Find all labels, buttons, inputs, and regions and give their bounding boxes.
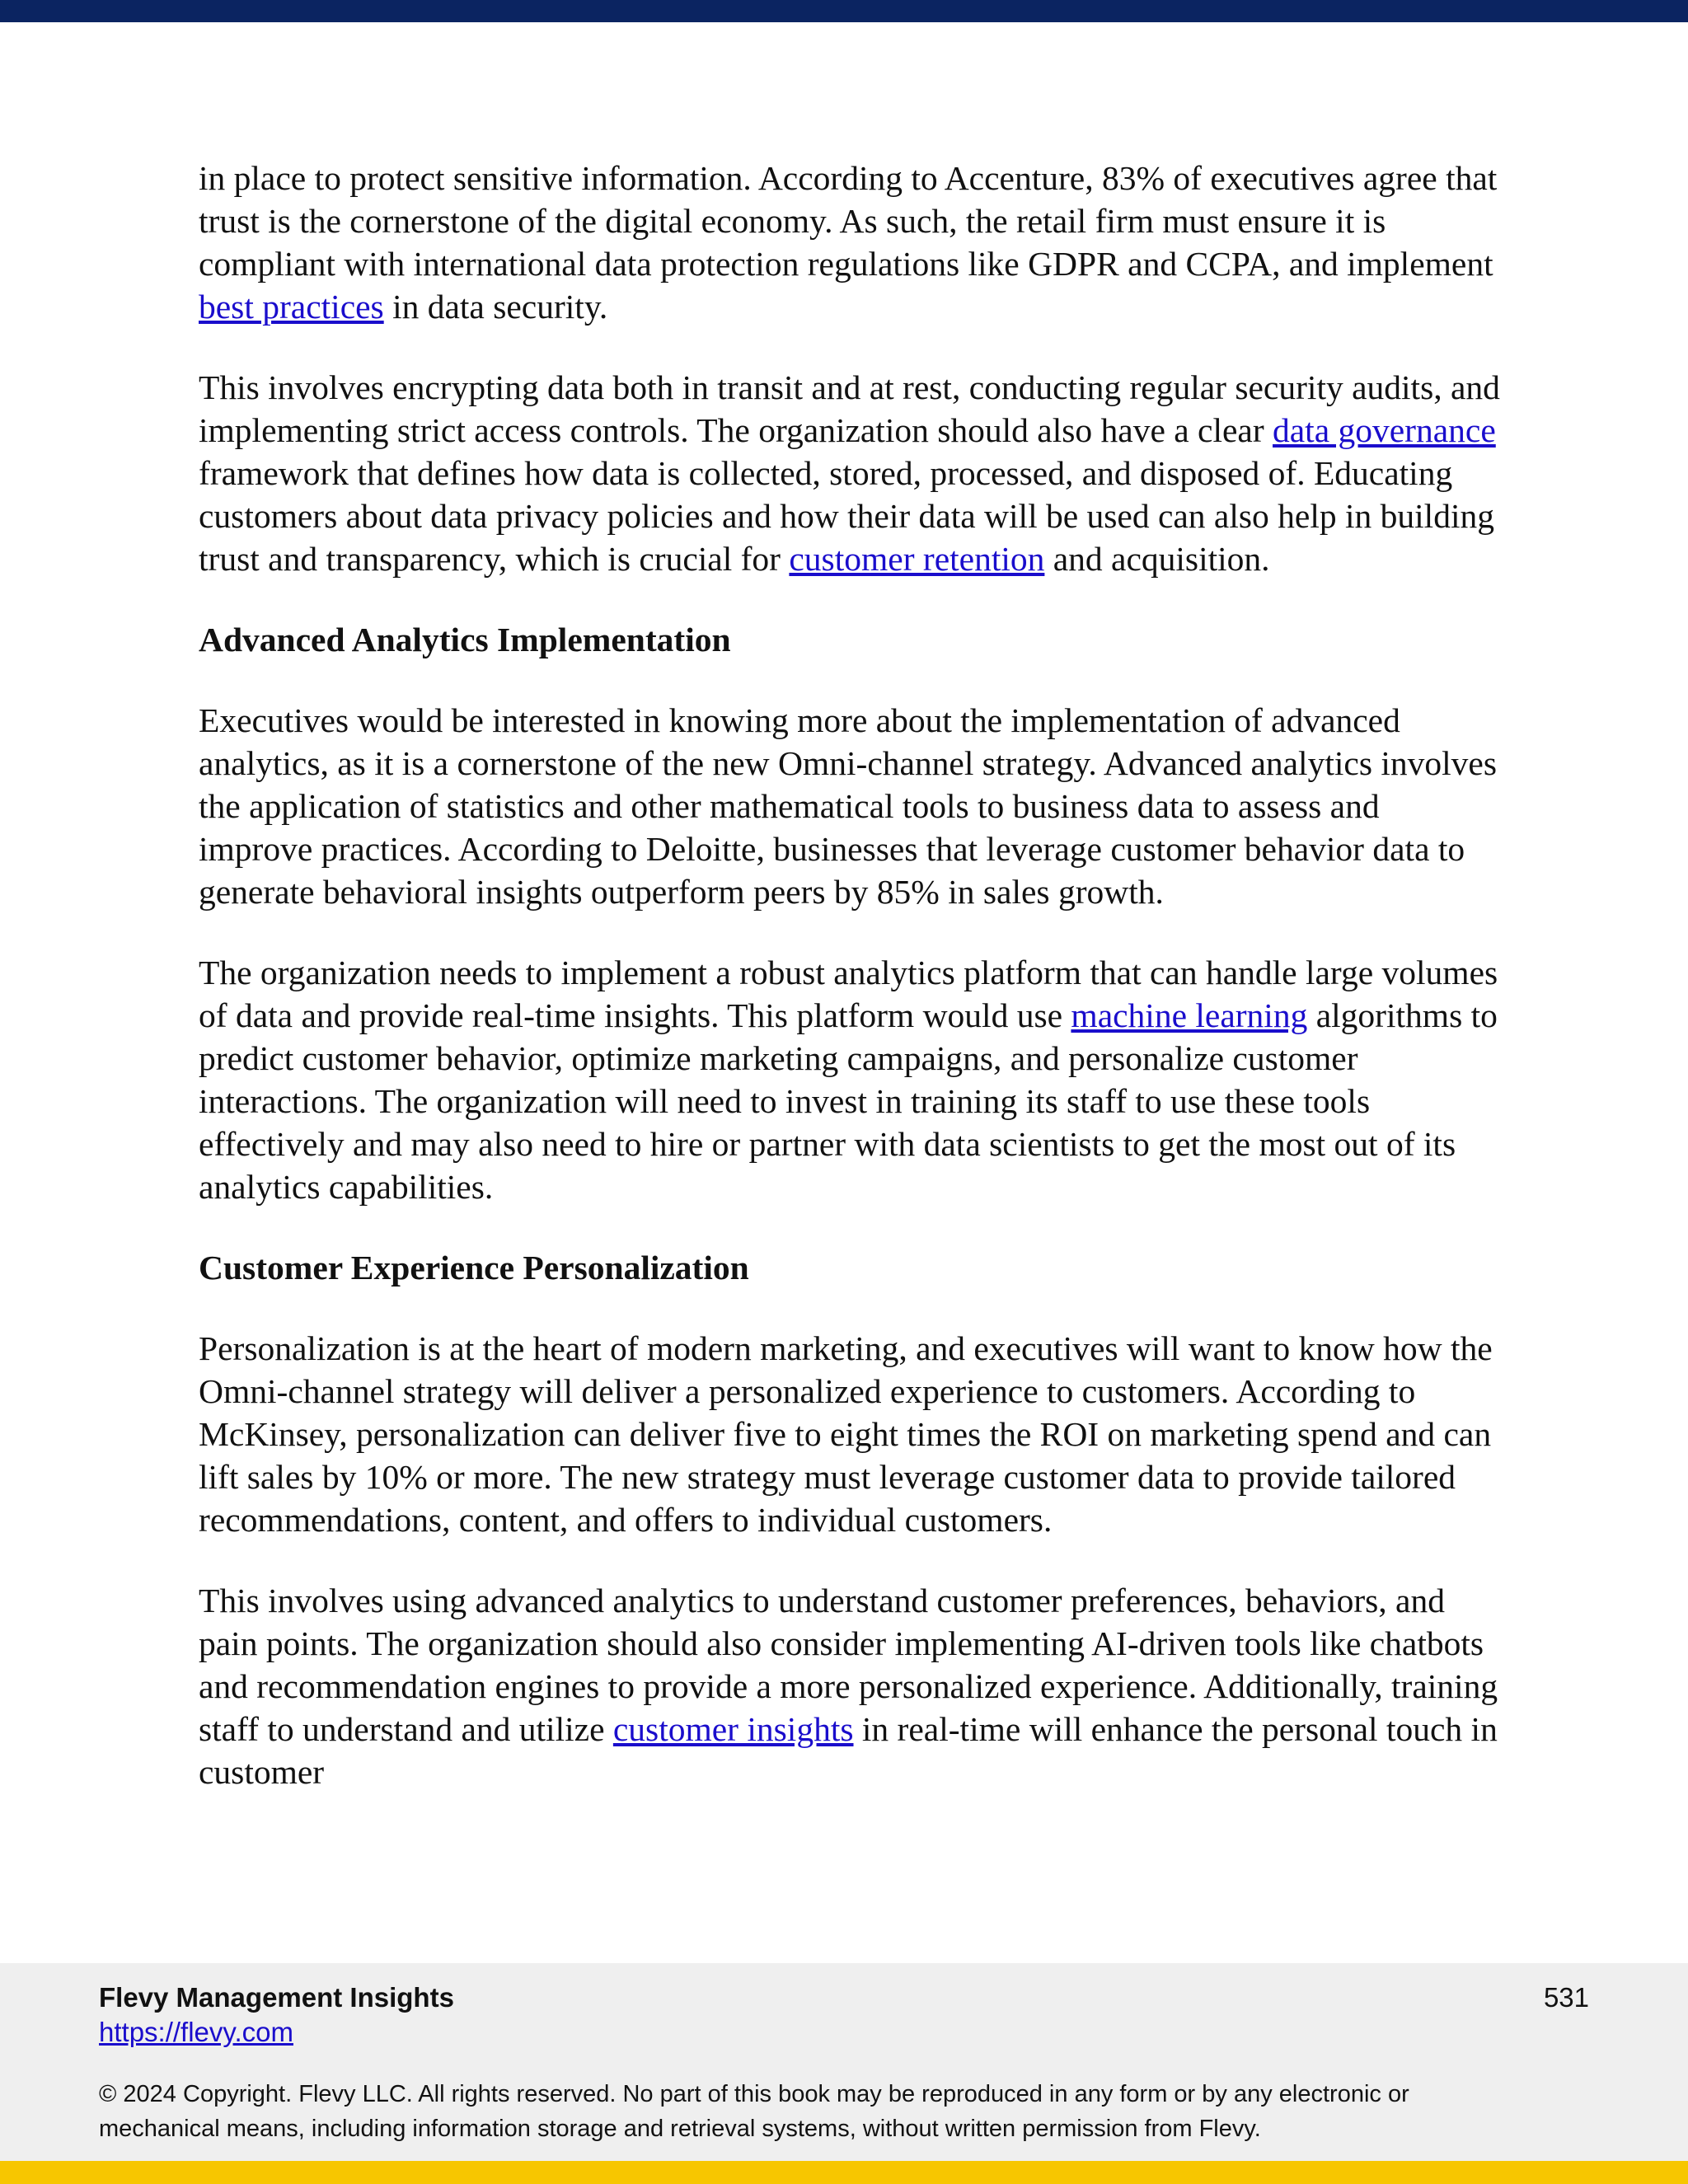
link-machine-learning[interactable]: machine learning — [1071, 996, 1308, 1034]
link-customer-insights[interactable]: customer insights — [612, 1710, 854, 1748]
paragraph-analytics-platform: The organization needs to implement a robust analytics platform that can handle large volumes of data and provide real-time insights. This platform would use machine learning algorithms to predict customer behavior, optimize marketing campaigns, and personalize customer interactions. The organization will need to invest in training its staff to use these tools effectively and may also need to hire or partner with data scientists to get the most out of its analytics capabilities. — [199, 954, 1498, 1206]
page-footer — [0, 1963, 1688, 2161]
footer-title: Flevy Management Insights — [99, 1982, 454, 2013]
heading-customer-experience: Customer Experience Personalization — [199, 1249, 749, 1286]
link-customer-retention[interactable]: customer retention — [789, 540, 1045, 578]
paragraph-encryption: This involves encrypting data both in transit and at rest, conducting regular security audits, and implementing strict access controls. The organization should also have a clear data governance framework that defines how data is collected, stored, processed, and disposed of. Educating customers about data privacy policies and how their data will be used can also help in building trust and transparency, which is crucial for customer retention and acquisition. — [199, 368, 1500, 578]
paragraph-analytics-intro: Executives would be interested in knowing more about the implementation of advanced analytics, as it is a cornerstone of the new Omni-channel strategy. Advanced analytics involves the application of statistics and other mathematical tools to business data to assess and improve practices. According to Deloitte, businesses that leverage customer behavior data to generate behavioral insights outperform peers by 85% in sales growth. — [199, 701, 1497, 911]
paragraph-personalization: Personalization is at the heart of modern marketing, and executives will want to know how the Omni-channel strategy will deliver a personalized experience to customers. According to McKinsey, personalization can deliver five to eight times the ROI on marketing spend and can lift sales by 10% or more. The new strategy must leverage customer data to provide tailored recommendations, content, and offers to individual customers. — [199, 1329, 1493, 1539]
page-number: 531 — [1543, 1982, 1589, 2013]
document-body — [199, 157, 1501, 1831]
paragraph-data-protection: in place to protect sensitive information. According to Accenture, 83% of executives agree that trust is the cornerstone of the digital economy. As such, the retail firm must ensure it is compliant with international data protection regulations like GDPR and CCPA, and implement best practices in data security. — [199, 159, 1498, 326]
bottom-accent-bar — [0, 2161, 1688, 2184]
copyright-notice: © 2024 Copyright. Flevy LLC. All rights reserved. No part of this book may be reproduced in any form or by any electronic or mechanical means, including information storage and retrieval systems, without written permission from Flevy. — [99, 2081, 1409, 2142]
paragraph-personalization-tools: This involves using advanced analytics to understand customer preferences, behaviors, and pain points. The organization should also consider implementing AI-driven tools like chatbots and recommendation engines to provide a more personalized experience. Additionally, training staff to understand and utilize customer insights in real-time will enhance the personal touch in customer — [199, 1582, 1498, 1791]
footer-url-link[interactable]: https://flevy.com — [99, 2017, 293, 2047]
top-accent-bar — [0, 0, 1688, 22]
link-data-governance[interactable]: data governance — [1273, 411, 1496, 449]
heading-advanced-analytics: Advanced Analytics Implementation — [199, 621, 731, 658]
link-best-practices[interactable]: best practices — [199, 288, 384, 326]
